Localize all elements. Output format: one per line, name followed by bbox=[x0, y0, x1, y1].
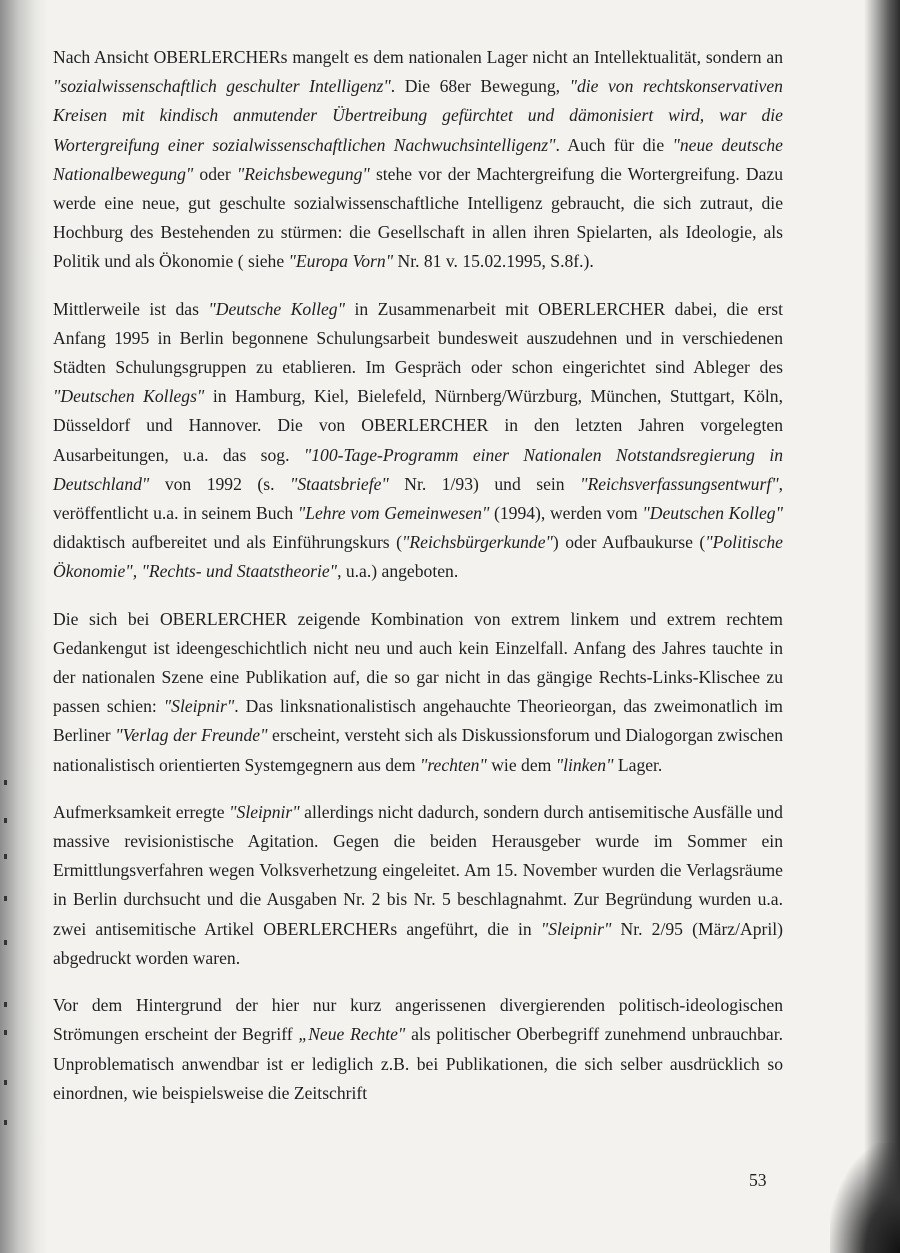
italic-quote: "Verlag der Freunde" bbox=[115, 725, 268, 746]
italic-quote: "Sleipnir" bbox=[163, 696, 235, 717]
text-run: stehe vor der Machtergreifung die Wortergreifung. Dazu werde eine neue, gut geschulte sozialwissenschaftliche Intelligenz gebraucht, die sich zutraut, die Hochburg des Bestehenden zu stürmen: die Gesellschaft in allen ihren Spielarten, als Ideologie, als Politik und als Ökonomie ( siehe bbox=[53, 163, 783, 272]
italic-quote: "Lehre vom Gemeinwesen" bbox=[297, 503, 490, 524]
text-run: Die sich bei OBERLERCHER zeigende Kombination von extrem linkem und extrem rechtem Gedankengut ist ideengeschichtlich nicht neu und auch kein Einzelfall. Anfang des Jahres tauchte in der nationalen Szene eine Publikation auf, die so gar nicht in das gängige Rechts-Links-Klischee zu passen schien: bbox=[53, 608, 783, 717]
text-run: (1994), werden vom bbox=[489, 503, 643, 524]
italic-quote: "Politische Ökonomie", "Rechts- und Staatstheorie" bbox=[53, 532, 783, 582]
text-run: . Die 68er Bewegung, bbox=[390, 76, 570, 97]
page-number: 53 bbox=[749, 1170, 767, 1190]
text-run: oder bbox=[193, 163, 237, 184]
italic-quote: "Reichsbewegung" bbox=[236, 163, 370, 184]
text-run: Nr. 81 v. 15.02.1995, S.8f.). bbox=[393, 251, 594, 272]
text-run: in Zusammenarbeit mit OBERLERCHER dabei, die erst Anfang 1995 in Berlin begonnene Schulungsarbeit bundesweit auszudehnen und in verschiedenen Städten Schulungsgruppen zu etablieren. Im Gespräch oder schon eingerichtet sind Ableger des bbox=[53, 298, 783, 378]
text-run: ) oder Aufbaukurse ( bbox=[552, 532, 706, 553]
text-run: Nr. 1/93) und sein bbox=[388, 473, 581, 494]
text-run: Mittlerweile ist das bbox=[53, 298, 209, 319]
italic-quote: "Reichsbürgerkunde" bbox=[402, 532, 553, 553]
text-run: als politischer Oberbegriff zunehmend unbrauchbar. Unproblematisch anwendbar ist er lediglich z.B. bei Publikationen, die sich selber ausdrücklich so einordnen, wie beispielsweise die Zeitschrift bbox=[53, 1024, 783, 1103]
italic-quote: "neue deutsche Nationalbewegung" bbox=[53, 134, 783, 184]
italic-quote: "100-Tage-Programm einer Nationalen Notstandsregierung in Deutschland" bbox=[53, 444, 783, 494]
italic-quote: "Europa Vorn" bbox=[288, 251, 394, 272]
paragraph bbox=[53, 295, 783, 587]
text-run: in Hamburg, Kiel, Bielefeld, Nürnberg/Würzburg, München, Stuttgart, Köln, Düsseldorf und Hannover. Die von OBERLERCHER in den letzten Jahren vorgelegten Ausarbeitungen, u.a. das sog. bbox=[53, 386, 783, 465]
text-run: , veröffentlicht u.a. in seinem Buch bbox=[53, 473, 783, 524]
italic-quote: "Reichsverfassungsentwurf" bbox=[580, 473, 779, 494]
text-run: Nr. 2/95 (März/April) abgedruckt worden waren. bbox=[53, 918, 783, 968]
italic-quote: "rechten" bbox=[419, 754, 487, 775]
text-run: . Das linksnationalistisch angehauchte Theorieorgan, das zweimonatlich im Berliner bbox=[53, 696, 783, 746]
italic-quote: "Sleipnir" bbox=[540, 918, 612, 939]
italic-quote: "sozialwissenschaftlich geschulter Intelligenz" bbox=[53, 76, 391, 97]
italic-quote: "Deutsche Kolleg" bbox=[208, 298, 345, 319]
paragraph bbox=[53, 605, 783, 780]
text-run: Vor dem Hintergrund der hier nur kurz angerissenen divergierenden politisch-ideologischen Strömungen erscheint der Begriff bbox=[53, 995, 783, 1045]
italic-quote: "Staatsbriefe" bbox=[289, 473, 389, 494]
text-run: wie dem bbox=[486, 754, 556, 775]
text-run: didaktisch aufbereitet und als Einführungskurs ( bbox=[53, 532, 402, 553]
italic-quote: "Deutschen Kollegs" bbox=[53, 386, 205, 407]
text-run: erscheint, versteht sich als Diskussionsforum und Dialogorgan zwischen nationalistisch orientierten Systemgegnern aus dem bbox=[53, 725, 783, 775]
italic-quote: "linken" bbox=[555, 754, 614, 775]
italic-quote: "Sleipnir" bbox=[229, 801, 300, 822]
margin-marks bbox=[4, 780, 14, 1140]
text-run: von 1992 (s. bbox=[149, 473, 290, 494]
text-run: . Auch für die bbox=[555, 134, 673, 155]
body-text bbox=[53, 43, 783, 1126]
paragraph bbox=[53, 43, 783, 277]
text-run: allerdings nicht dadurch, sondern durch antisemitische Ausfälle und massive revisionistische Agitation. Gegen die beiden Herausgeber wurde im Sommer ein Ermittlungsverfahren wegen Volksverhetzung eingeleitet. Am 15. November wurden die Verlagsräume in Berlin durchsucht und die Ausgaben Nr. 2 bis Nr. 5 beschlagnahmt. Zur Begründung wurden u.a. zwei antisemitische Artikel OBERLERCHERs angeführt, die in bbox=[53, 801, 783, 939]
page-corner-shadow bbox=[830, 1143, 900, 1253]
page-edge-shadow bbox=[864, 0, 900, 1253]
italic-quote: "Deutschen Kolleg" bbox=[642, 503, 783, 524]
text-run: Lager. bbox=[613, 754, 663, 775]
text-run: Aufmerksamkeit erregte bbox=[53, 801, 230, 822]
italic-quote: „Neue Rechte" bbox=[298, 1024, 406, 1045]
paragraph bbox=[53, 991, 783, 1108]
text-run: , u.a.) angeboten. bbox=[337, 561, 459, 582]
italic-quote: "die von rechtskonservativen Kreisen mit kindisch anmutender Übertreibung gefürchtet und dämonisiert wird, war die Wortergreifung einer sozialwissenschaftlichen Nachwuchsintelligenz" bbox=[53, 76, 783, 155]
paragraph bbox=[53, 798, 783, 973]
text-run: Nach Ansicht OBERLERCHERs mangelt es dem nationalen Lager nicht an Intellektualität, sondern an bbox=[53, 47, 783, 67]
